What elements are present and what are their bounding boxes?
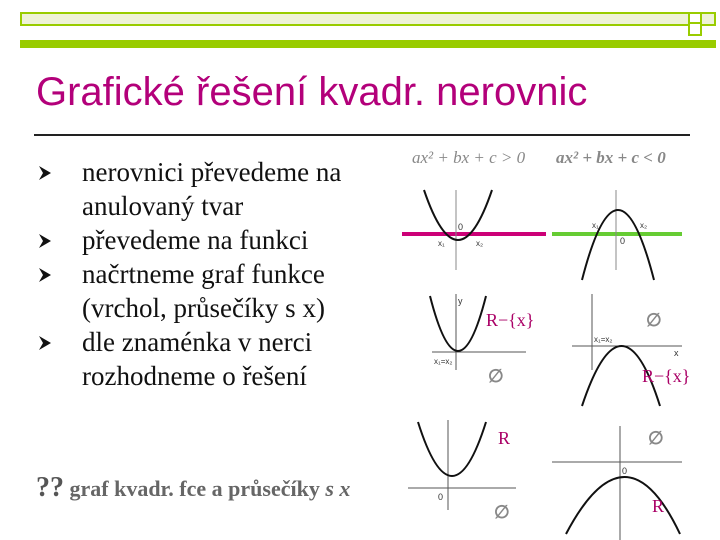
graphs-panel [396,170,716,540]
header-greater: ax² + bx + c > 0 [412,148,526,167]
graph-up-two-roots [402,190,546,270]
bullet-item [38,325,398,393]
arrow-bullet-icon [38,335,52,351]
label-zero: 0 [438,492,444,502]
bullet-list [38,155,398,393]
solution-row3-right: R−{x} [642,366,691,386]
bullet-item [38,257,398,325]
graph-down-one-root [572,294,682,406]
solution-row5-right: R [652,496,665,516]
header-less: ax² + bx + c < 0 [556,148,666,167]
hint-line [36,472,350,504]
title-rule [34,134,690,136]
top-green-bar [20,40,716,48]
solution-row2-left: R−{x} [486,310,535,330]
corner-square-bottom [688,22,702,36]
hint-pre: graf kvadr. fce a [69,476,223,501]
graph-down-two-roots [552,190,682,280]
label-x1x2: x₁=x₂ [434,357,453,366]
label-zero: 0 [458,222,464,232]
top-olive-bar [20,12,716,26]
hint-post: s x [325,476,351,501]
solution-row3-left: ∅ [488,366,504,386]
slide-title: Grafické řešení kvadr. nerovnic [36,70,588,114]
solution-row4-right: ∅ [648,428,664,448]
label-x1: x₁ [592,221,599,230]
label-zero: 0 [622,466,628,476]
hint-bold: průsečíky [228,476,320,501]
graph-up-one-root [430,294,526,370]
label-x2: x₂ [640,221,648,230]
arrow-bullet-icon [38,165,52,181]
solution-row4-left: R [498,428,511,448]
bullet-text: převedeme na funkci [82,225,309,255]
solution-row5-left: ∅ [494,502,510,522]
label-zero: 0 [620,236,626,246]
label-x1: x₁ [438,239,445,248]
bullet-text: dle znaménka v nerci rozhodneme o řešení [82,327,313,391]
bullet-text: nerovnici převedeme na anulovaný tvar [82,157,342,221]
label-y: y [458,296,463,306]
arrow-bullet-icon [38,233,52,249]
label-x1x2: x₁=x₂ [594,335,613,344]
arrow-bullet-icon [38,267,52,283]
bullet-item [38,155,398,223]
hint-marks: ?? [36,472,64,503]
top-decoration [20,12,716,34]
label-x2: x₂ [476,239,484,248]
bullet-item [38,223,398,257]
solution-row2-right: ∅ [646,310,662,330]
label-x: x [674,348,679,358]
bullet-text: načrtneme graf funkce (vrchol, průsečíky s x) [82,259,325,323]
